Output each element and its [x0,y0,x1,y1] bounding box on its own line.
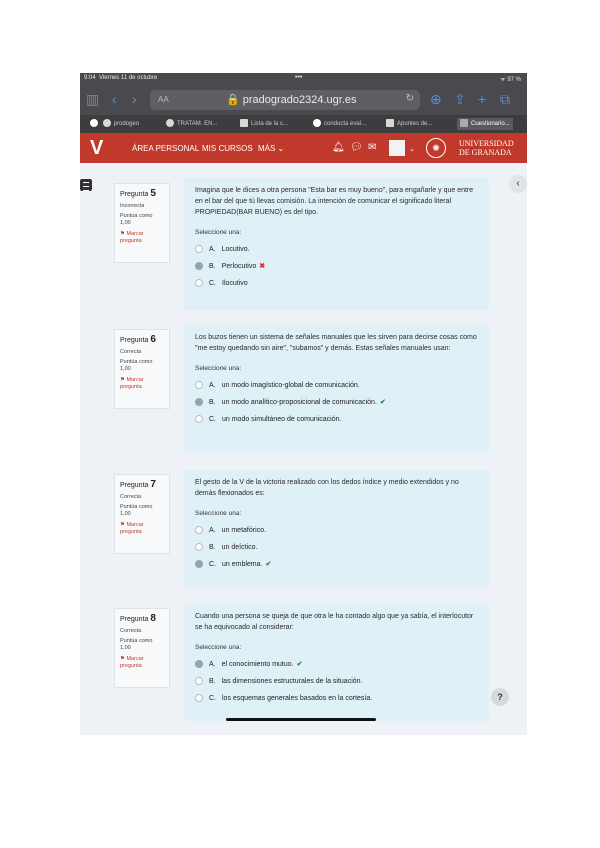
site-icon [166,119,174,127]
question-card [184,604,489,721]
radio-button[interactable] [195,245,203,253]
question-points: Puntúa como 1,00 [120,213,153,226]
question-info [114,474,170,554]
answer-option[interactable]: A. Locutivo. [195,245,478,253]
tabs-overview-icon[interactable]: ⧉ [500,91,510,107]
browser-tab[interactable]: TRATAM. EN... [166,118,217,130]
radio-button[interactable] [195,262,203,270]
question-number: Pregunta 5 [120,188,156,199]
radio-button[interactable] [195,398,203,406]
question-number: Pregunta 6 [120,334,156,345]
question-card [184,470,489,587]
flag-icon: ⚑ [120,377,125,383]
browser-tab[interactable]: Lista de la c... [240,118,288,130]
answer-option[interactable]: B. un modo analítico-proposicional de comunicación. ✔ [195,398,478,406]
question-text: Imagina que le dices a otra persona "Esta bar es muy bueno", para engañarle y que entre en el bar del que tú llevas comisión. La intención de comunicar el significado literal PROPIEDAD(BAR BUENO) es del tipo. [195,187,474,216]
correct-icon: ✔ [265,561,272,568]
question-number: Pregunta 7 [120,479,156,490]
drawer-toggle-button[interactable] [80,179,92,191]
moodle-icon [460,119,468,127]
reader-aa-button[interactable]: AA [158,95,169,104]
browser-tab[interactable]: conducta eval... [313,118,366,130]
radio-button[interactable] [195,415,203,423]
status-bar [80,73,527,85]
doc-icon [240,119,248,127]
mail-icon[interactable]: ✉ [368,142,377,153]
tablet-screen [80,73,527,735]
incorrect-icon: ✖ [259,263,266,270]
question-info [114,183,170,263]
google-icon [90,119,98,127]
university-seal-icon: ✺ [426,138,446,158]
select-one-label: Seleccione una: [195,229,242,236]
question-info [114,608,170,688]
site-navbar [80,133,527,163]
browser-tab-strip [80,115,527,133]
radio-button[interactable] [195,543,203,551]
flag-question-link[interactable]: ⚑ Marcar pregunta [120,656,144,669]
download-icon[interactable]: ⊕ [430,91,442,107]
prado-logo[interactable]: V [90,137,104,159]
answer-option[interactable]: B. las dimensiones estructurales de la situación. [195,677,478,685]
select-one-label: Seleccione una: [195,644,242,651]
question-text: El gesto de la V de la victoria realizado con los dedos índice y medio extendidos y no demás flexionados es: [195,479,459,497]
home-indicator [226,718,376,721]
chat-icon[interactable]: 💬︎ [350,142,363,153]
avatar[interactable] [389,140,405,156]
radio-button[interactable] [195,660,203,668]
battery-status: ᯤ 97 % [500,77,521,83]
question-card [184,325,489,453]
radio-button[interactable] [195,279,203,287]
nav-mis-cursos[interactable]: MIS CURSOS [202,144,253,153]
url-text: 🔒 pradogrado2324.ugr.es [226,94,357,106]
doc-icon [386,119,394,127]
radio-button[interactable] [195,560,203,568]
answer-option[interactable]: A. un metafórico. [195,526,478,534]
site-icon [103,119,111,127]
flag-icon: ⚑ [120,656,125,662]
answer-option[interactable]: A. un modo imagístico-global de comunicación. [195,381,478,389]
flag-icon: ⚑ [120,522,125,528]
select-one-label: Seleccione una: [195,510,242,517]
new-tab-icon[interactable]: + [478,91,487,107]
flag-question-link[interactable]: ⚑ Marcar pregunta [120,377,144,390]
collapse-button[interactable]: ‹ [509,175,527,193]
nav-area-personal[interactable]: ÁREA PERSONAL [132,144,200,153]
question-state: Incorrecta [120,203,145,209]
select-one-label: Seleccione una: [195,365,242,372]
forward-arrow-icon[interactable]: › [132,91,137,107]
radio-button[interactable] [195,381,203,389]
share-icon[interactable]: ⇪ [454,91,466,107]
answer-option[interactable]: A. el conocimiento mutuo. ✔ [195,660,478,668]
answer-option[interactable]: B. Perlocutivo ✖ [195,262,478,270]
address-bar[interactable] [150,90,420,110]
question-number: Pregunta 8 [120,613,156,624]
flag-question-link[interactable]: ⚑ Marcar pregunta [120,522,144,535]
question-card [184,178,489,310]
chevron-down-icon[interactable]: ⌄ [409,146,415,153]
flag-question-link[interactable]: ⚑ Marcar pregunta [120,231,144,244]
question-text: Cuando una persona se queja de que otra le ha contado algo que ya sabía, el interlocutor se ha equivocado al considerar: [195,613,474,631]
answer-option[interactable]: B. un deíctico. [195,543,478,551]
question-state: Correcta [120,349,142,355]
flag-icon: ⚑ [120,231,125,237]
sidebar-icon[interactable]: ▥ [86,91,100,107]
radio-button[interactable] [195,526,203,534]
bell-icon[interactable]: 🔔︎ [332,142,345,153]
browser-tab-active[interactable]: Cuestionario... [457,118,513,130]
multitask-dots[interactable]: ••• [295,74,303,81]
question-info [114,329,170,409]
correct-icon: ✔ [296,661,303,668]
browser-tab[interactable]: prodogeo [90,118,139,130]
answer-option[interactable]: C. los esquemas generales basados en la cortesía. [195,694,478,702]
google-icon [313,119,321,127]
status-time: 9:04 Viernes 11 de octubre [84,75,158,81]
help-button[interactable]: ? [491,688,509,706]
browser-tab[interactable]: Apuntes de... [386,118,432,130]
question-text: Los buzos tienen un sistema de señales manuales que les sirven para decirse cosas como "me estoy quedando sin aire", "subamos" y demás. Estas señales manuales usan: [195,334,477,352]
answer-option[interactable]: C. Ilocutivo [195,279,478,287]
browser-toolbar [80,85,527,115]
back-arrow-icon[interactable]: ‹ [112,91,117,107]
question-points: Puntúa como 1,00 [120,504,153,517]
reload-icon[interactable]: ↻ [405,93,414,104]
university-name: UNIVERSIDAD DE GRANADA [459,139,514,157]
answer-option[interactable]: C. un modo simultáneo de comunicación. [195,415,478,423]
answer-option[interactable]: C. un emblema. ✔ [195,560,478,568]
question-points: Puntúa como 1,00 [120,359,153,372]
question-state: Correcta [120,628,142,634]
radio-button[interactable] [195,694,203,702]
correct-icon: ✔ [379,399,386,406]
question-points: Puntúa como 1,00 [120,638,153,651]
nav-mas[interactable]: MÁS ⌄ [258,144,285,153]
question-state: Correcta [120,494,142,500]
radio-button[interactable] [195,677,203,685]
